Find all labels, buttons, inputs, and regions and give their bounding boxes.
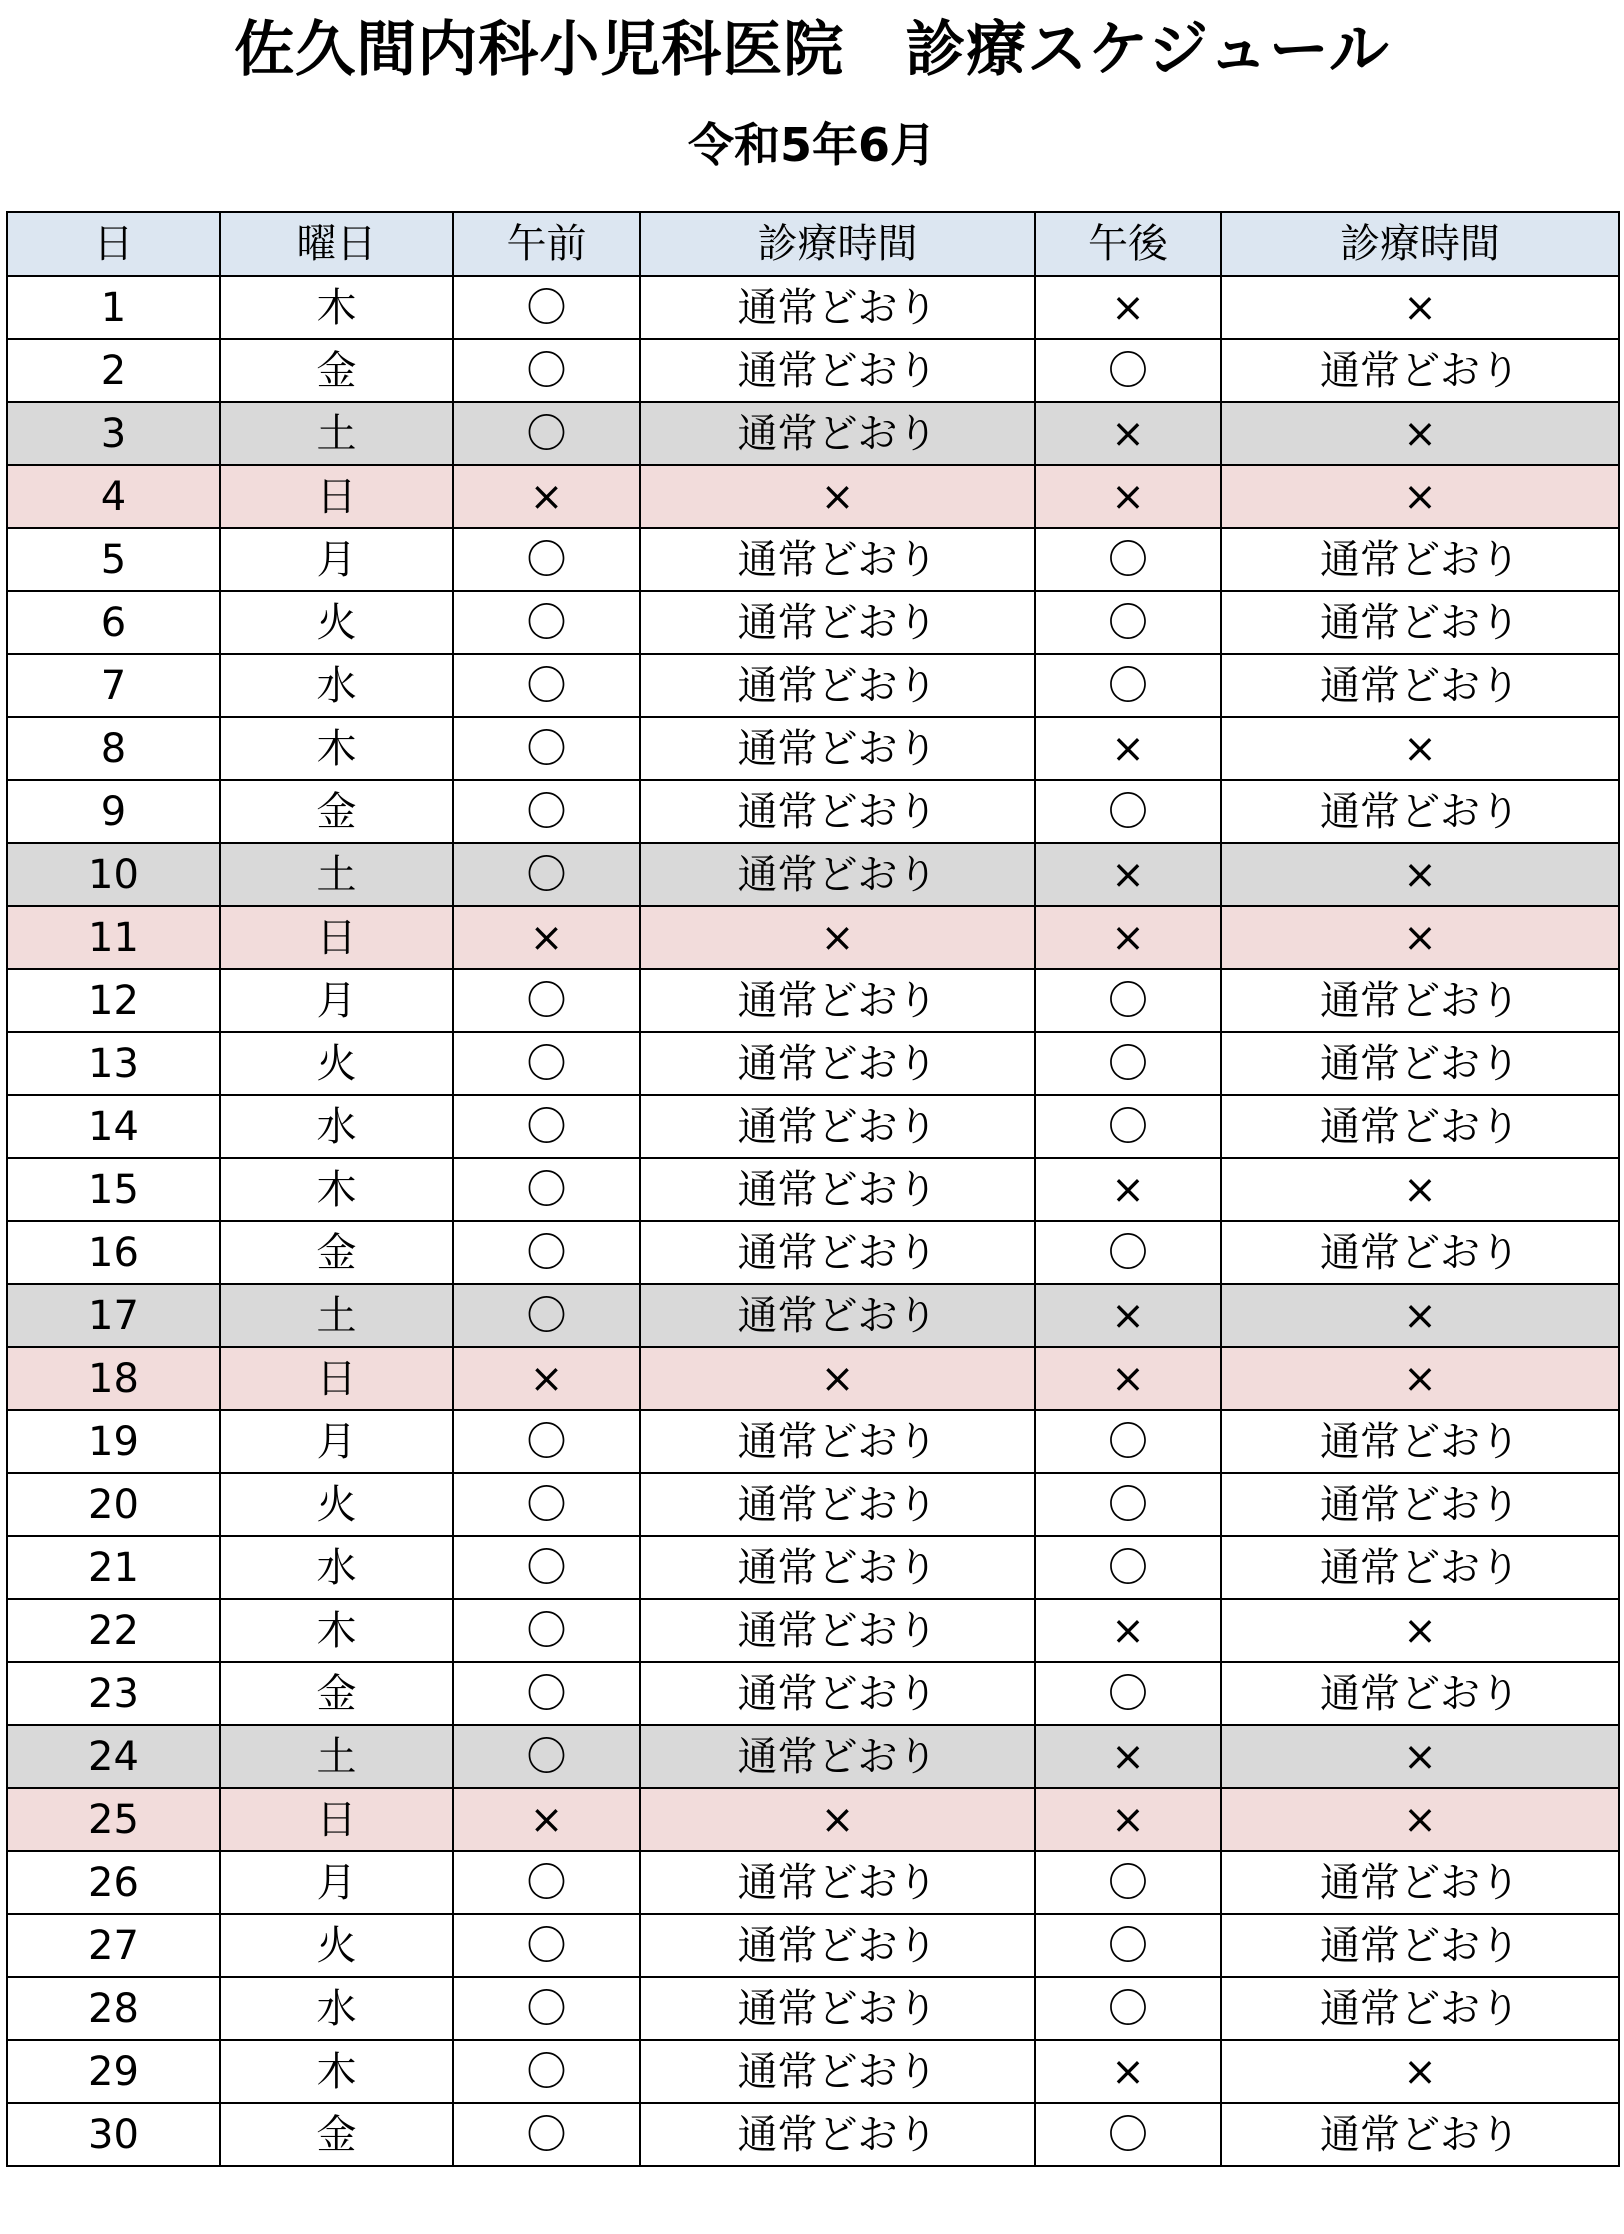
cell-weekday: 木 <box>220 2040 453 2103</box>
cell-afternoon-status: × <box>1035 465 1221 528</box>
cell-morning-hours: 通常どおり <box>640 591 1035 654</box>
cell-weekday: 木 <box>220 1158 453 1221</box>
cell-morning-status: 〇 <box>453 528 640 591</box>
table-row <box>7 1662 1619 1725</box>
cell-morning-hours: 通常どおり <box>640 1662 1035 1725</box>
cell-morning-status: 〇 <box>453 1284 640 1347</box>
cell-afternoon-hours: × <box>1221 1284 1619 1347</box>
cell-morning-hours: 通常どおり <box>640 717 1035 780</box>
cell-afternoon-status: × <box>1035 2040 1221 2103</box>
table-row <box>7 906 1619 969</box>
cell-afternoon-hours: × <box>1221 276 1619 339</box>
cell-morning-hours: 通常どおり <box>640 1284 1035 1347</box>
cell-afternoon-hours: × <box>1221 843 1619 906</box>
cell-morning-status: 〇 <box>453 1473 640 1536</box>
cell-afternoon-hours: × <box>1221 1158 1619 1221</box>
cell-afternoon-hours: 通常どおり <box>1221 1221 1619 1284</box>
cell-afternoon-hours: 通常どおり <box>1221 1914 1619 1977</box>
cell-weekday: 木 <box>220 276 453 339</box>
cell-morning-hours: 通常どおり <box>640 1536 1035 1599</box>
cell-morning-status: × <box>453 465 640 528</box>
cell-weekday: 火 <box>220 591 453 654</box>
cell-day: 1 <box>7 276 220 339</box>
cell-afternoon-status: 〇 <box>1035 1221 1221 1284</box>
cell-afternoon-status: 〇 <box>1035 1914 1221 1977</box>
cell-morning-hours: 通常どおり <box>640 402 1035 465</box>
cell-day: 30 <box>7 2103 220 2166</box>
cell-weekday: 日 <box>220 1347 453 1410</box>
header-row <box>7 212 1619 276</box>
cell-day: 6 <box>7 591 220 654</box>
cell-morning-hours: 通常どおり <box>640 969 1035 1032</box>
cell-afternoon-status: × <box>1035 1599 1221 1662</box>
cell-afternoon-hours: 通常どおり <box>1221 780 1619 843</box>
cell-morning-hours: 通常どおり <box>640 339 1035 402</box>
table-row <box>7 1851 1619 1914</box>
schedule-table <box>6 211 1620 2167</box>
cell-day: 24 <box>7 1725 220 1788</box>
table-row <box>7 2103 1619 2166</box>
cell-afternoon-status: 〇 <box>1035 1536 1221 1599</box>
cell-morning-status: 〇 <box>453 1599 640 1662</box>
cell-afternoon-hours: 通常どおり <box>1221 654 1619 717</box>
cell-day: 2 <box>7 339 220 402</box>
cell-weekday: 水 <box>220 1095 453 1158</box>
cell-day: 22 <box>7 1599 220 1662</box>
month-subtitle: 令和5年6月 <box>687 118 936 172</box>
cell-afternoon-status: 〇 <box>1035 528 1221 591</box>
table-row <box>7 1284 1619 1347</box>
cell-afternoon-status: × <box>1035 906 1221 969</box>
header-afternoon: 午後 <box>1035 212 1221 276</box>
cell-afternoon-hours: × <box>1221 1725 1619 1788</box>
cell-weekday: 火 <box>220 1032 453 1095</box>
cell-weekday: 金 <box>220 1221 453 1284</box>
cell-weekday: 月 <box>220 528 453 591</box>
cell-weekday: 水 <box>220 1536 453 1599</box>
cell-morning-status: 〇 <box>453 402 640 465</box>
cell-afternoon-hours: 通常どおり <box>1221 1095 1619 1158</box>
cell-afternoon-hours: 通常どおり <box>1221 1410 1619 1473</box>
cell-morning-status: 〇 <box>453 1914 640 1977</box>
cell-weekday: 水 <box>220 1977 453 2040</box>
cell-afternoon-hours: × <box>1221 465 1619 528</box>
cell-weekday: 木 <box>220 1599 453 1662</box>
cell-morning-status: 〇 <box>453 2040 640 2103</box>
cell-day: 17 <box>7 1284 220 1347</box>
table-row <box>7 591 1619 654</box>
cell-afternoon-status: 〇 <box>1035 1095 1221 1158</box>
cell-weekday: 土 <box>220 1725 453 1788</box>
cell-morning-status: 〇 <box>453 1662 640 1725</box>
table-row <box>7 1725 1619 1788</box>
cell-afternoon-status: × <box>1035 402 1221 465</box>
cell-morning-hours: 通常どおり <box>640 1851 1035 1914</box>
cell-weekday: 日 <box>220 465 453 528</box>
cell-day: 3 <box>7 402 220 465</box>
cell-weekday: 水 <box>220 654 453 717</box>
cell-weekday: 金 <box>220 2103 453 2166</box>
cell-weekday: 土 <box>220 402 453 465</box>
cell-day: 25 <box>7 1788 220 1851</box>
cell-weekday: 土 <box>220 1284 453 1347</box>
table-row <box>7 339 1619 402</box>
cell-day: 8 <box>7 717 220 780</box>
cell-morning-status: 〇 <box>453 2103 640 2166</box>
cell-day: 23 <box>7 1662 220 1725</box>
table-row <box>7 1914 1619 1977</box>
cell-afternoon-hours: 通常どおり <box>1221 591 1619 654</box>
page-title: 佐久間内科小児科医院 診療スケジュール <box>234 15 1390 85</box>
table-row <box>7 1536 1619 1599</box>
cell-afternoon-hours: 通常どおり <box>1221 1851 1619 1914</box>
cell-afternoon-hours: 通常どおり <box>1221 1473 1619 1536</box>
cell-morning-hours: × <box>640 906 1035 969</box>
table-row <box>7 465 1619 528</box>
table-row <box>7 276 1619 339</box>
header-morning-hours: 診療時間 <box>640 212 1035 276</box>
cell-day: 26 <box>7 1851 220 1914</box>
table-row <box>7 1347 1619 1410</box>
header-afternoon-hours: 診療時間 <box>1221 212 1619 276</box>
cell-day: 16 <box>7 1221 220 1284</box>
cell-morning-hours: 通常どおり <box>640 1221 1035 1284</box>
cell-morning-hours: 通常どおり <box>640 1599 1035 1662</box>
cell-morning-hours: 通常どおり <box>640 1410 1035 1473</box>
cell-weekday: 日 <box>220 1788 453 1851</box>
cell-afternoon-hours: × <box>1221 2040 1619 2103</box>
table-row <box>7 2040 1619 2103</box>
cell-afternoon-status: 〇 <box>1035 1032 1221 1095</box>
cell-afternoon-status: 〇 <box>1035 1473 1221 1536</box>
cell-morning-hours: 通常どおり <box>640 843 1035 906</box>
cell-morning-status: 〇 <box>453 717 640 780</box>
cell-day: 14 <box>7 1095 220 1158</box>
cell-morning-status: × <box>453 1788 640 1851</box>
cell-weekday: 月 <box>220 1851 453 1914</box>
cell-afternoon-status: × <box>1035 1347 1221 1410</box>
cell-morning-hours: 通常どおり <box>640 276 1035 339</box>
table-row <box>7 780 1619 843</box>
cell-afternoon-hours: 通常どおり <box>1221 969 1619 1032</box>
cell-morning-status: × <box>453 906 640 969</box>
table-row <box>7 1473 1619 1536</box>
cell-morning-status: 〇 <box>453 1158 640 1221</box>
cell-morning-status: 〇 <box>453 1725 640 1788</box>
table-row <box>7 528 1619 591</box>
cell-weekday: 火 <box>220 1914 453 1977</box>
cell-morning-status: 〇 <box>453 1221 640 1284</box>
cell-afternoon-hours: 通常どおり <box>1221 1536 1619 1599</box>
cell-morning-hours: 通常どおり <box>640 528 1035 591</box>
cell-afternoon-status: 〇 <box>1035 1410 1221 1473</box>
cell-day: 29 <box>7 2040 220 2103</box>
cell-morning-hours: 通常どおり <box>640 2040 1035 2103</box>
table-row <box>7 1032 1619 1095</box>
cell-weekday: 金 <box>220 339 453 402</box>
cell-weekday: 金 <box>220 1662 453 1725</box>
cell-afternoon-hours: × <box>1221 402 1619 465</box>
cell-weekday: 日 <box>220 906 453 969</box>
table-row <box>7 1977 1619 2040</box>
header-morning: 午前 <box>453 212 640 276</box>
cell-day: 27 <box>7 1914 220 1977</box>
cell-morning-status: 〇 <box>453 591 640 654</box>
cell-morning-status: 〇 <box>453 1410 640 1473</box>
cell-weekday: 月 <box>220 969 453 1032</box>
cell-day: 4 <box>7 465 220 528</box>
cell-morning-hours: 通常どおり <box>640 1473 1035 1536</box>
cell-morning-hours: × <box>640 1347 1035 1410</box>
cell-morning-status: 〇 <box>453 1536 640 1599</box>
cell-day: 18 <box>7 1347 220 1410</box>
cell-morning-status: 〇 <box>453 780 640 843</box>
cell-morning-status: × <box>453 1347 640 1410</box>
table-row <box>7 402 1619 465</box>
cell-morning-hours: 通常どおり <box>640 1158 1035 1221</box>
table-row <box>7 654 1619 717</box>
cell-morning-status: 〇 <box>453 276 640 339</box>
cell-morning-hours: 通常どおり <box>640 1725 1035 1788</box>
cell-morning-status: 〇 <box>453 339 640 402</box>
table-row <box>7 1158 1619 1221</box>
cell-afternoon-status: × <box>1035 1158 1221 1221</box>
cell-morning-hours: × <box>640 465 1035 528</box>
cell-afternoon-status: 〇 <box>1035 339 1221 402</box>
cell-afternoon-status: × <box>1035 276 1221 339</box>
cell-afternoon-status: 〇 <box>1035 2103 1221 2166</box>
cell-morning-hours: 通常どおり <box>640 1914 1035 1977</box>
cell-weekday: 土 <box>220 843 453 906</box>
table-header <box>7 212 1619 276</box>
cell-day: 9 <box>7 780 220 843</box>
cell-weekday: 月 <box>220 1410 453 1473</box>
cell-day: 11 <box>7 906 220 969</box>
cell-afternoon-hours: × <box>1221 717 1619 780</box>
cell-morning-status: 〇 <box>453 969 640 1032</box>
cell-afternoon-hours: 通常どおり <box>1221 1662 1619 1725</box>
cell-morning-hours: 通常どおり <box>640 1977 1035 2040</box>
header-weekday: 曜日 <box>220 212 453 276</box>
cell-morning-status: 〇 <box>453 843 640 906</box>
cell-afternoon-hours: × <box>1221 906 1619 969</box>
cell-day: 13 <box>7 1032 220 1095</box>
table-row <box>7 1788 1619 1851</box>
cell-day: 19 <box>7 1410 220 1473</box>
cell-afternoon-hours: × <box>1221 1599 1619 1662</box>
cell-day: 5 <box>7 528 220 591</box>
cell-afternoon-hours: 通常どおり <box>1221 2103 1619 2166</box>
cell-morning-hours: 通常どおり <box>640 654 1035 717</box>
cell-day: 20 <box>7 1473 220 1536</box>
cell-morning-status: 〇 <box>453 1851 640 1914</box>
table-row <box>7 1221 1619 1284</box>
cell-morning-hours: 通常どおり <box>640 1095 1035 1158</box>
cell-afternoon-status: 〇 <box>1035 591 1221 654</box>
table-row <box>7 1410 1619 1473</box>
cell-morning-status: 〇 <box>453 1977 640 2040</box>
table-row <box>7 1599 1619 1662</box>
cell-day: 12 <box>7 969 220 1032</box>
cell-afternoon-hours: 通常どおり <box>1221 339 1619 402</box>
cell-afternoon-status: 〇 <box>1035 1977 1221 2040</box>
cell-weekday: 木 <box>220 717 453 780</box>
cell-afternoon-status: 〇 <box>1035 1662 1221 1725</box>
cell-afternoon-hours: × <box>1221 1347 1619 1410</box>
cell-morning-status: 〇 <box>453 1095 640 1158</box>
cell-afternoon-status: × <box>1035 717 1221 780</box>
table-row <box>7 1095 1619 1158</box>
table-row <box>7 843 1619 906</box>
cell-weekday: 火 <box>220 1473 453 1536</box>
cell-afternoon-status: 〇 <box>1035 780 1221 843</box>
cell-day: 10 <box>7 843 220 906</box>
cell-afternoon-status: 〇 <box>1035 1851 1221 1914</box>
cell-morning-hours: × <box>640 1788 1035 1851</box>
table-row <box>7 717 1619 780</box>
cell-morning-hours: 通常どおり <box>640 2103 1035 2166</box>
table-row <box>7 969 1619 1032</box>
cell-weekday: 金 <box>220 780 453 843</box>
table-body <box>7 276 1619 2166</box>
cell-day: 7 <box>7 654 220 717</box>
header-day: 日 <box>7 212 220 276</box>
cell-afternoon-status: × <box>1035 843 1221 906</box>
cell-afternoon-status: × <box>1035 1725 1221 1788</box>
cell-afternoon-status: 〇 <box>1035 969 1221 1032</box>
cell-day: 21 <box>7 1536 220 1599</box>
cell-morning-status: 〇 <box>453 654 640 717</box>
cell-afternoon-status: × <box>1035 1788 1221 1851</box>
cell-day: 15 <box>7 1158 220 1221</box>
cell-afternoon-hours: × <box>1221 1788 1619 1851</box>
cell-afternoon-hours: 通常どおり <box>1221 528 1619 591</box>
cell-morning-hours: 通常どおり <box>640 780 1035 843</box>
cell-afternoon-status: 〇 <box>1035 654 1221 717</box>
cell-morning-hours: 通常どおり <box>640 1032 1035 1095</box>
cell-afternoon-hours: 通常どおり <box>1221 1032 1619 1095</box>
cell-day: 28 <box>7 1977 220 2040</box>
cell-morning-status: 〇 <box>453 1032 640 1095</box>
cell-afternoon-status: × <box>1035 1284 1221 1347</box>
cell-afternoon-hours: 通常どおり <box>1221 1977 1619 2040</box>
